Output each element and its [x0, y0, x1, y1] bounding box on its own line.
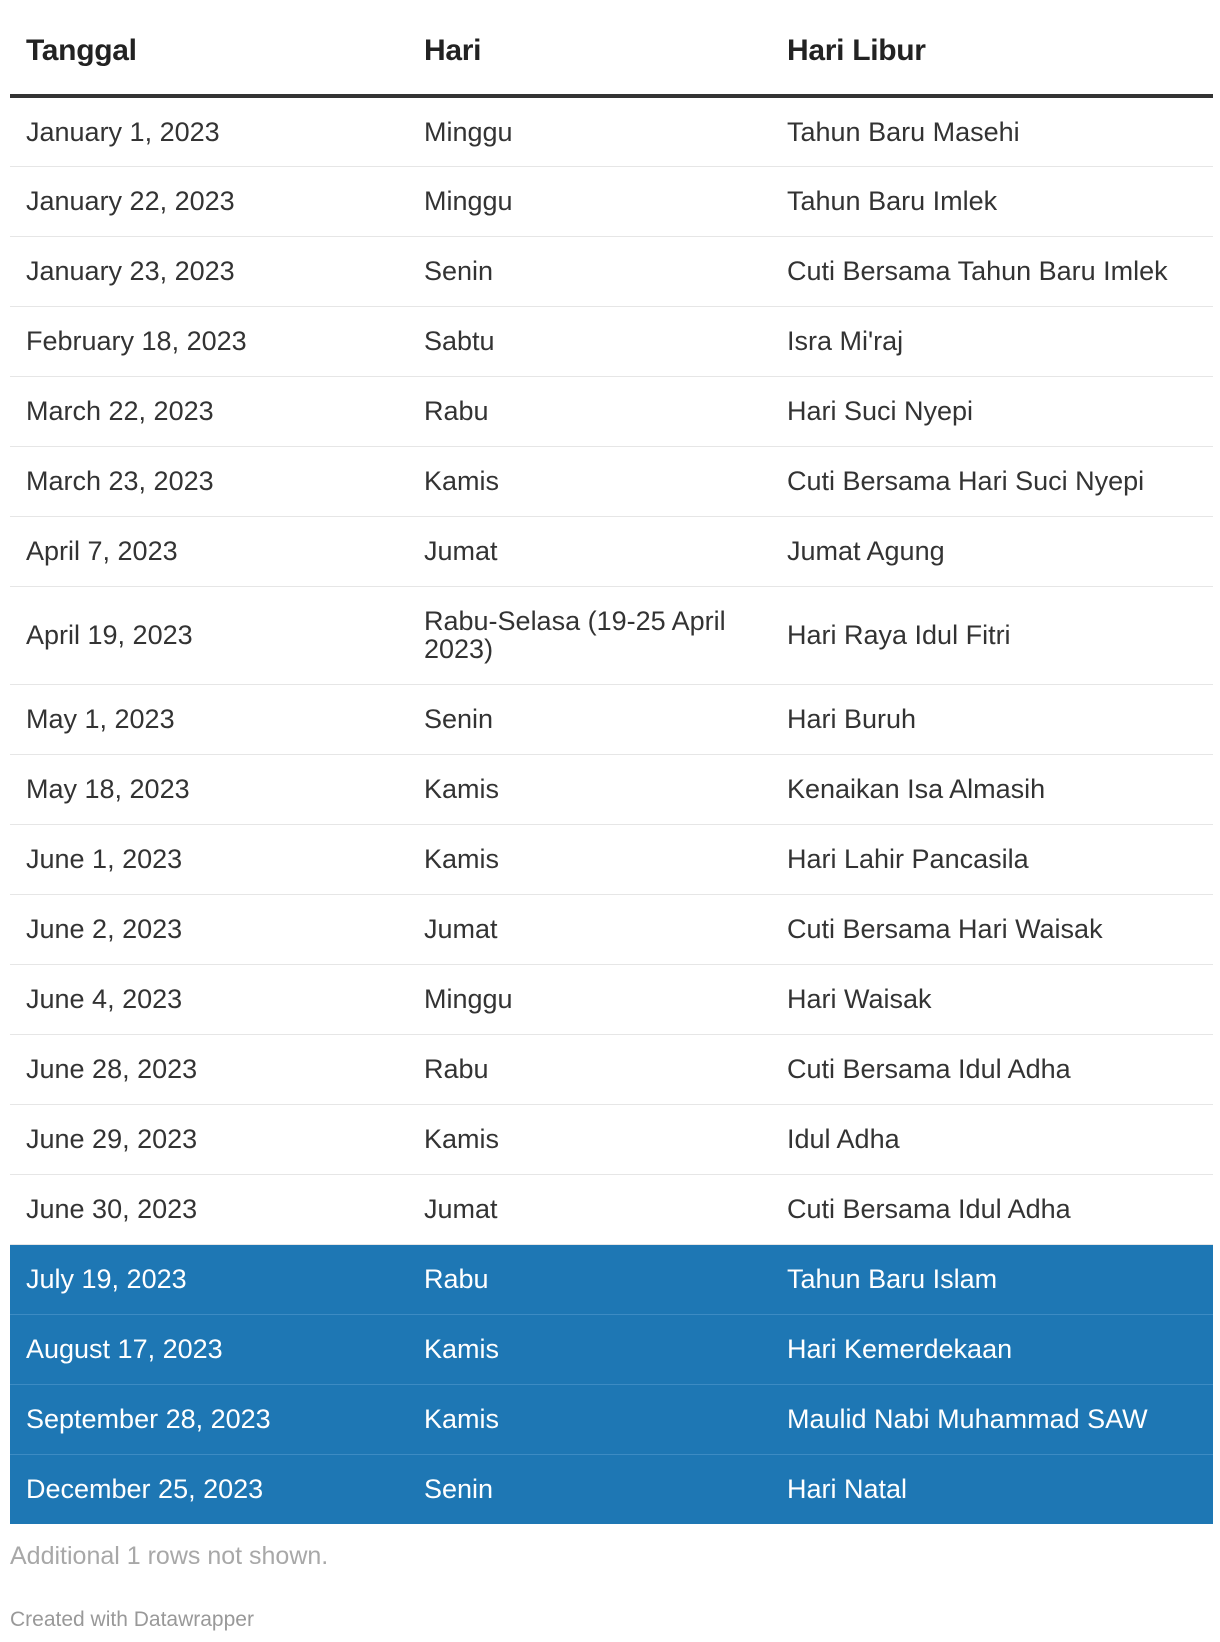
cell-tanggal: May 1, 2023	[10, 684, 408, 754]
cell-hari-libur: Idul Adha	[771, 1104, 1213, 1174]
cell-hari-libur: Cuti Bersama Idul Adha	[771, 1034, 1213, 1104]
table-header-row	[10, 0, 1213, 96]
cell-tanggal: March 23, 2023	[10, 446, 408, 516]
cell-hari-libur: Tahun Baru Islam	[771, 1244, 1213, 1314]
table-body	[10, 96, 1213, 1524]
cell-hari-libur: Isra Mi'raj	[771, 306, 1213, 376]
cell-hari: Rabu	[408, 1034, 771, 1104]
cell-hari-libur: Hari Natal	[771, 1454, 1213, 1524]
cell-hari: Rabu-Selasa (19-25 April 2023)	[408, 586, 771, 684]
cell-hari: Rabu	[408, 376, 771, 446]
holiday-table	[10, 0, 1213, 1524]
cell-tanggal: July 19, 2023	[10, 1244, 408, 1314]
cell-tanggal: May 18, 2023	[10, 754, 408, 824]
cell-tanggal: January 23, 2023	[10, 236, 408, 306]
cell-hari: Jumat	[408, 516, 771, 586]
column-header-hari-libur[interactable]: Hari Libur	[771, 0, 1213, 96]
cell-tanggal: January 22, 2023	[10, 166, 408, 236]
table-row	[10, 1104, 1213, 1174]
table-row	[10, 166, 1213, 236]
cell-hari-libur: Maulid Nabi Muhammad SAW	[771, 1384, 1213, 1454]
cell-hari: Kamis	[408, 446, 771, 516]
cell-hari-libur: Cuti Bersama Tahun Baru Imlek	[771, 236, 1213, 306]
cell-hari-libur: Jumat Agung	[771, 516, 1213, 586]
cell-tanggal: August 17, 2023	[10, 1314, 408, 1384]
table-row	[10, 1244, 1213, 1314]
cell-hari-libur: Tahun Baru Masehi	[771, 96, 1213, 166]
cell-hari: Kamis	[408, 1384, 771, 1454]
table-row	[10, 516, 1213, 586]
cell-tanggal: December 25, 2023	[10, 1454, 408, 1524]
table-row	[10, 1314, 1213, 1384]
table-row	[10, 1384, 1213, 1454]
cell-hari-libur: Cuti Bersama Hari Suci Nyepi	[771, 446, 1213, 516]
cell-hari: Kamis	[408, 824, 771, 894]
table-row	[10, 586, 1213, 684]
table-row	[10, 306, 1213, 376]
cell-hari-libur: Hari Kemerdekaan	[771, 1314, 1213, 1384]
table-row	[10, 1034, 1213, 1104]
table-row	[10, 1174, 1213, 1244]
table-row	[10, 964, 1213, 1034]
cell-tanggal: June 30, 2023	[10, 1174, 408, 1244]
cell-tanggal: June 28, 2023	[10, 1034, 408, 1104]
cell-hari: Senin	[408, 1454, 771, 1524]
table-row	[10, 446, 1213, 516]
cell-tanggal: February 18, 2023	[10, 306, 408, 376]
cell-hari-libur: Hari Waisak	[771, 964, 1213, 1034]
cell-hari-libur: Cuti Bersama Idul Adha	[771, 1174, 1213, 1244]
table-row	[10, 684, 1213, 754]
cell-hari: Jumat	[408, 1174, 771, 1244]
cell-tanggal: June 4, 2023	[10, 964, 408, 1034]
table-row	[10, 1454, 1213, 1524]
cell-hari: Rabu	[408, 1244, 771, 1314]
column-header-hari[interactable]: Hari	[408, 0, 771, 96]
holiday-table-container	[10, 0, 1213, 1524]
cell-hari-libur: Hari Buruh	[771, 684, 1213, 754]
cell-hari-libur: Hari Lahir Pancasila	[771, 824, 1213, 894]
cell-hari: Minggu	[408, 96, 771, 166]
cell-hari-libur: Hari Raya Idul Fitri	[771, 586, 1213, 684]
table-row	[10, 236, 1213, 306]
cell-hari: Jumat	[408, 894, 771, 964]
cell-hari: Senin	[408, 236, 771, 306]
cell-hari: Minggu	[408, 166, 771, 236]
cell-hari: Minggu	[408, 964, 771, 1034]
table-row	[10, 824, 1213, 894]
cell-tanggal: September 28, 2023	[10, 1384, 408, 1454]
rows-not-shown-note: Additional 1 rows not shown.	[10, 1542, 329, 1570]
table-row	[10, 894, 1213, 964]
cell-tanggal: June 2, 2023	[10, 894, 408, 964]
table-row	[10, 376, 1213, 446]
cell-hari-libur: Kenaikan Isa Almasih	[771, 754, 1213, 824]
column-header-tanggal[interactable]: Tanggal	[10, 0, 408, 96]
cell-hari: Kamis	[408, 1314, 771, 1384]
cell-tanggal: April 7, 2023	[10, 516, 408, 586]
cell-tanggal: January 1, 2023	[10, 96, 408, 166]
cell-tanggal: June 1, 2023	[10, 824, 408, 894]
table-row	[10, 96, 1213, 166]
cell-tanggal: March 22, 2023	[10, 376, 408, 446]
cell-hari: Kamis	[408, 1104, 771, 1174]
cell-tanggal: April 19, 2023	[10, 586, 408, 684]
cell-hari: Kamis	[408, 754, 771, 824]
cell-hari: Senin	[408, 684, 771, 754]
cell-hari-libur: Hari Suci Nyepi	[771, 376, 1213, 446]
cell-tanggal: June 29, 2023	[10, 1104, 408, 1174]
table-row	[10, 754, 1213, 824]
datawrapper-credit: Created with Datawrapper	[10, 1608, 254, 1631]
cell-hari-libur: Cuti Bersama Hari Waisak	[771, 894, 1213, 964]
cell-hari: Sabtu	[408, 306, 771, 376]
cell-hari-libur: Tahun Baru Imlek	[771, 166, 1213, 236]
